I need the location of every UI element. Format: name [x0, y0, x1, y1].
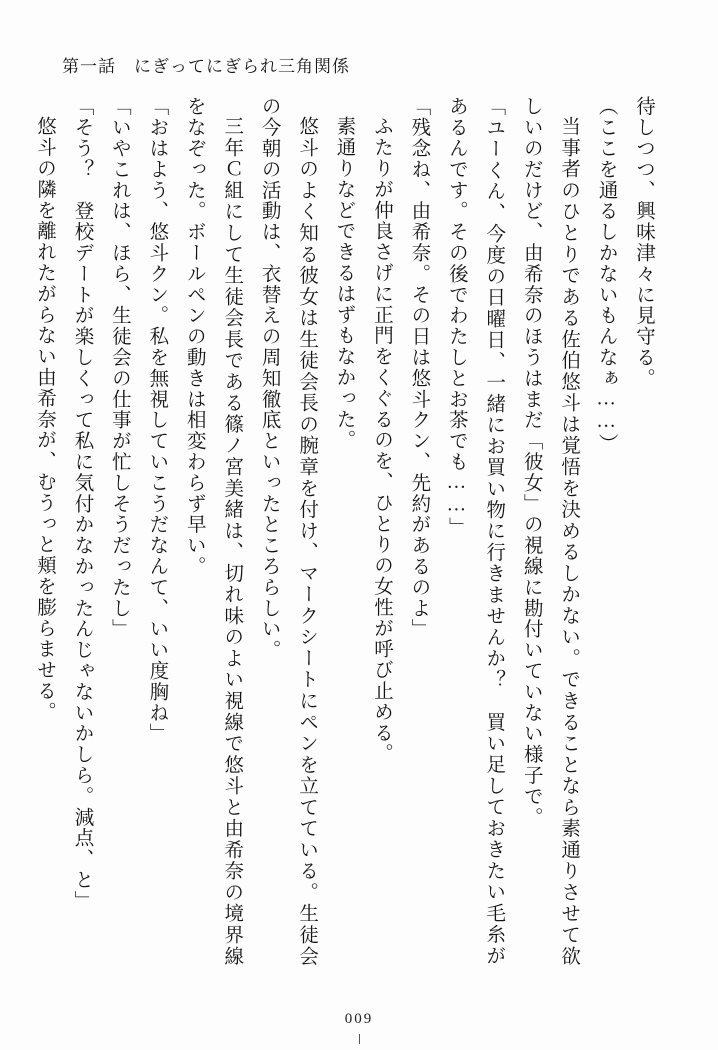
page-number: 009 — [344, 1011, 374, 1027]
chapter-header — [62, 52, 350, 77]
paragraph: 「ユーくん、今度の日曜日、一緒にお買い物に行きませんか？ 買い足しておきたい毛糸があるんです。その後でわたしとお茶でも……」 — [445, 96, 505, 966]
spine-mark — [359, 1034, 360, 1044]
page-body-text — [34, 96, 662, 966]
paragraph: 悠斗のよく知る彼女は生徒会長の腕章を付け、マークシートにペンを立てている。生徒会の今朝の活動は、衣替えの周知徹底といったところらしい。 — [258, 96, 318, 966]
paragraph: 「おはよう、悠斗クン。私を無視していこうだなんて、いい度胸ね」 — [146, 96, 168, 744]
paragraph: （ここを通るしかないもんなぁ……） — [595, 96, 617, 455]
chapter-number: 第一話 — [62, 57, 116, 76]
paragraph: 待しつつ、興味津々に見守る。 — [633, 96, 654, 389]
paragraph: ふたりが仲良さげに正門をくぐるのを、ひとりの女性が呼び止める。 — [370, 115, 392, 764]
paragraph: 当事者のひとりである佐伯悠斗は覚悟を決めるしかない。できることなら素通りさせて欲しいのだけど、由希奈のほうはまだ「彼女」の視線に勘付いていない様子で。 — [520, 96, 580, 966]
paragraph: 素通りなどできるはずもなかった。 — [333, 115, 355, 450]
paragraph: 「いやこれは、ほら、生徒会の仕事が忙しそうだったし」 — [108, 96, 130, 640]
paragraph: 「残念ね、由希奈。その日は悠斗クン、先約があるのよ」 — [408, 96, 430, 640]
paragraph-with-ruby — [175, 96, 250, 966]
paragraph: 悠斗の隣を離れたがらない由希奈が、むうっと頬を膨らませる。 — [34, 115, 55, 722]
chapter-title: にぎってにぎられ三角関係 — [134, 57, 350, 76]
paragraph: 「そう？ 登校デートが楽しくって私に気付かなかったんじゃないかしら。減点、と」 — [71, 96, 93, 912]
paragraph-text: 三年Ｃ組にして生徒会長である篠ノ宮美緒は、切れ味のよい視線で悠斗と由希奈の境界線をなぞった。ボールペンの動きは相変わらず早い。 — [183, 96, 243, 966]
